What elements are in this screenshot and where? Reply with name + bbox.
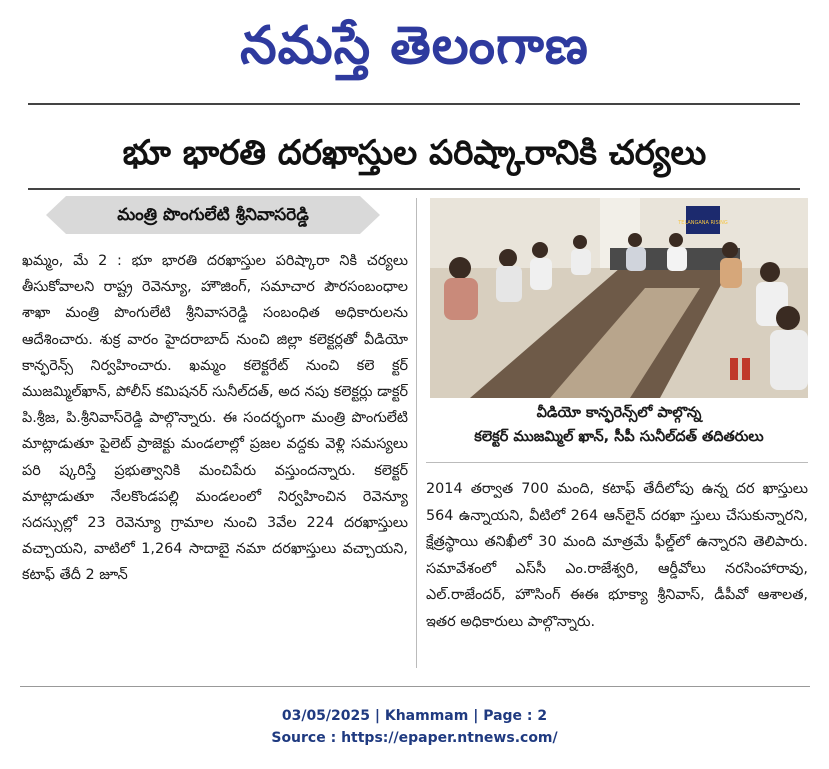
article-photo: [430, 198, 808, 398]
top-divider: [28, 103, 800, 105]
article-headline: భూ భారతి దరఖాస్తుల పరిష్కారానికి చర్యలు: [122, 133, 707, 173]
masthead: [0, 4, 829, 88]
article-body-right: [426, 476, 808, 666]
byline: మంత్రి పొంగులేటి శ్రీనివాసరెడ్డి: [117, 205, 309, 225]
photo-caption-line-2: కలెక్టర్ ముజమ్మిల్ ఖాన్, సీపీ సునీల్‌దత్ తదితరులు: [474, 429, 764, 445]
body-paragraph-left: ఖమ్మం, మే 2 : భూ భారతి దరఖాస్తుల పరిష్కారా నికి చర్యలు తీసుకోవాలని రాష్ట్ర రెవెన్యూ, హౌజింగ్, సమాచార పౌరసంబంధాల శాఖా మంత్రి పొంగులేటి శ్రీనివాసరెడ్డి సంబంధిత అధికారులను ఆదేశించారు. శుక్ర వారం హైదరాబాద్ నుంచి జిల్లా కలెక్టర్లతో వీడియో కాన్ఫరెన్స్ నిర్వహించారు. ఖమ్మం కలెక్టరేట్ నుంచి కలె క్టర్ ముజమ్మిల్‌ఖాన్, పోలీస్ కమిషనర్ సునీల్‌దత్, అద నపు కలెక్టర్లు డాక్టర్ పి.శ్రీజ, పి.శ్రీనివాస్‌రెడ్డి పాల్గొన్నారు. ఈ సందర్భంగా మంత్రి పొంగులేటి మాట్లాడుతూ పైలెట్ ప్రాజెక్టు మండలాల్లో ప్రజల వద్దకు వెళ్లి సమస్యలు పరి ష్కరిస్తే ప్రభుత్వానికి మంచిపేరు వస్తుందన్నారు. కలెక్టర్ మాట్లాడుతూ నేలకొండపల్లి మండలంలో నిర్వహించిన రెవెన్యూ సదస్సుల్లో 23 రెవెన్యూ గ్రామాల నుంచి 3వేల 224 దరఖాస్తులు వచ్చాయని, వాటిలో 1,264 సాదాబై నమా దరఖాస్తులు వచ్చాయని, కటాఫ్ తేదీ 2 జూన్: [22, 253, 408, 584]
photo-caption: [426, 401, 812, 449]
byline-box: [46, 196, 380, 234]
article-body-left: [22, 248, 408, 670]
footer-date-line: 03/05/2025 | Khammam | Page : 2: [281, 708, 548, 724]
photo-banner-text: TELANGANA RISING: [678, 220, 728, 226]
headline-divider: [28, 188, 800, 190]
footer-source-line: Source : https://epaper.ntnews.com/: [271, 730, 558, 746]
newspaper-logo: నమస్తే తెలంగాణ: [240, 15, 589, 76]
footer-divider: [20, 686, 810, 687]
column-divider: [416, 198, 417, 668]
conference-photo-illustration: [430, 198, 808, 398]
body-paragraph-right: 2014 తర్వాత 700 మంది, కటాఫ్ తేదీలోపు ఉన్న దర ఖాస్తులు 564 ఉన్నాయని, వీటిలో 264 ఆన్‌లైన్ దరఖా స్తులు చేసుకున్నారని, క్షేత్రస్థాయి తనిఖీలో 30 మంది మాత్రమే ఫీల్డ్‌లో ఉన్నారని తెలిపారు. సమావేశంలో ఎస్‌సీ ఎం.రాజేశ్వరి, ఆర్డీవోలు నరసింహారావు, ఎల్.రాజేందర్, హౌసింగ్ ఈఈ భూక్యా శ్రీనివాస్, డీపీవో ఆశాలత, ఇతర అధికారులు పాల్గొన్నారు.: [426, 481, 808, 630]
photo-caption-line-1: వీడియో కాన్ఫరెన్స్‌లో పాల్గొన్న: [536, 405, 702, 421]
caption-divider: [426, 462, 808, 463]
